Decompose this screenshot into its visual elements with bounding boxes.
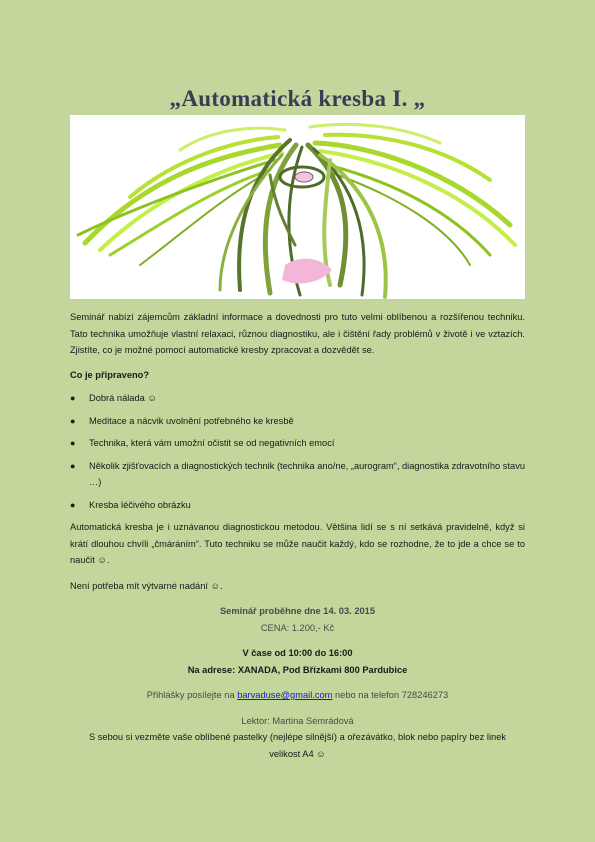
automatic-drawing-illustration xyxy=(70,115,525,299)
date-line: Seminář proběhne dne 14. 03. 2015 xyxy=(219,606,375,616)
diagnostic-paragraph: Automatická kresba je i uznávanou diagnostickou metodou. Většina lidí se s ní setkává pravidelně, když si krátí dlouhou chvíli „čmáráním“. Tuto techniku se může naučit každý, kdo se rozhodne, že to jde a chce se to naučit ☺. xyxy=(70,522,525,565)
time-line: V čase od 10:00 do 16:00 xyxy=(242,648,353,658)
bullet-icon: ● xyxy=(70,438,76,448)
bullet-icon: ● xyxy=(70,415,76,426)
bullet-icon: ● xyxy=(70,499,76,510)
list-item: ● Technika, která vám umožní očistit se od negativních emocí xyxy=(70,435,525,452)
bullet-icon: ● xyxy=(70,393,76,403)
lecturer-line: Lektor: Martina Semrádová xyxy=(241,715,354,726)
address-line: Na adrese: XANADA, Pod Břízkami 800 Pardubice xyxy=(187,664,408,675)
bullet-icon: ● xyxy=(70,460,76,471)
email-link[interactable]: barvaduse@gmail.com xyxy=(237,690,333,700)
content xyxy=(70,309,525,762)
list-item: ● Dobrá nálada ☺ xyxy=(70,390,525,407)
prepared-heading: Co je připraveno? xyxy=(70,369,150,380)
price-line: CENA: 1.200,- Kč xyxy=(260,622,335,633)
intro-paragraph: Seminář nabízí zájemcům základní informace a dovednosti pro tuto velmi oblíbenou a rozšířenou techniku. Tato technika umožňuje vlastní relaxaci, různou diagnostiku, ale i čištění řady problémů v životě i ve vztazích. Zjistíte, co je možné pomocí automatické kresby zpracovat a dozvědět se. xyxy=(70,312,525,355)
contact-line: Přihlášky posílejte na barvaduse@gmail.com nebo na telefon 728246273 xyxy=(146,690,449,700)
bring-line: S sebou si vezměte vaše oblíbené pastelky (nejlépe silnější) a ořezávátko, blok nebo papíry bez linek xyxy=(88,732,507,742)
list-item: ● Kresba léčivého obrázku xyxy=(70,497,525,514)
list-item: ● Meditace a nácvik uvolnění potřebného ke kresbě xyxy=(70,413,525,430)
list-item: ● Několik zjišťovacích a diagnostických technik (technika ano/ne, „aurogram“, diagnostika zdravotního stavu …) xyxy=(70,458,525,491)
bring-line-2: velikost A4 ☺ xyxy=(269,748,326,759)
talent-paragraph: Není potřeba mít výtvarné nadání ☺. xyxy=(70,580,223,591)
program-list xyxy=(70,390,525,513)
page-title: „Automatická kresba I. „ xyxy=(169,86,426,111)
